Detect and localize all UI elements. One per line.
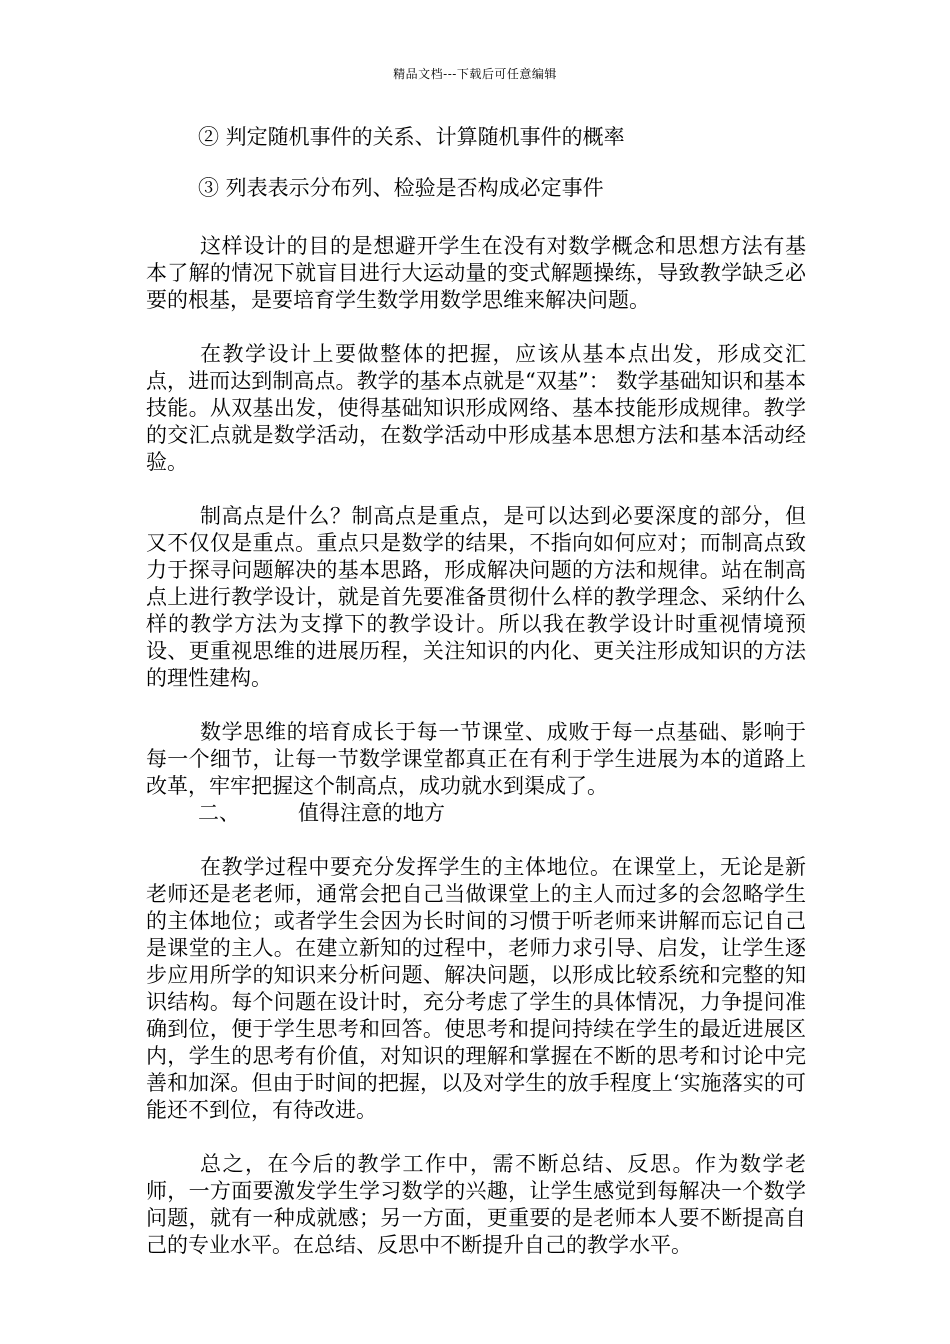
section-number: 二、 [198,801,240,825]
paragraph-commanding-point: 制高点是什么？制高点是重点，是可以达到必要深度的部分，但又不仅仅是重点。重点只是数学的结果，不指向如何应对；而制高点致力于探寻问题解决的基本思路，形成解决问题的方法和规律。站在制高点上进行教学设计，就是首先要准备贯彻什么样的教学理念、采纳什么样的教学方法为支撑下的教学设计。所以我在教学设计时重视情境预设、更重视思维的进展历程，关注知识的内化、更关注形成知识的方法的理性建构。 [146,504,806,690]
page-header: 精品文档---下载后可任意编辑 [393,67,557,81]
paragraph-math-thinking: 数学思维的培育成长于每一节课堂、成败于每一点基础、影响于每一个细节，让每一节数学课堂都真正在有利于学生进展为本的道路上改革，牢牢把握这个制高点，成功就水到渠成了。 [146,720,806,798]
paragraph-summary: 总之，在今后的教学工作中，需不断总结、反思。作为数学老师，一方面要激发学生学习数学的兴趣，让学生感觉到每解决一个数学问题，就有一种成就感；另一方面，更重要的是老师本人要不断提高自己的专业水平。在总结、反思中不断提升自己的教学水平。 [146,1152,806,1257]
section-title: 值得注意的地方 [298,801,445,825]
list-item: ③ 列表表示分布列、检验是否构成必定事件 [198,176,604,200]
section-heading [146,800,806,827]
paragraph-design-purpose: 这样设计的目的是想避开学生在没有对数学概念和思想方法有基本了解的情况下就盲目进行大运动量的变式解题操练，导致教学缺乏必要的根基，是要培育学生数学用数学思维来解决问题。 [146,234,806,312]
document-body [146,124,806,1259]
list-item: ② 判定随机事件的关系、计算随机事件的概率 [198,125,625,149]
paragraph-overall-design: 在教学设计上要做整体的把握，应该从基本点出发，形成交汇点，进而达到制高点。教学的基本点就是“双基”： 数学基础知识和基本技能。从双基出发，使得基础知识形成网络、基本技能形成规律。教学的交汇点就是数学活动，在数学活动中形成基本思想方法和基本活动经验。 [146,342,806,474]
paragraph-student-subject: 在教学过程中要充分发挥学生的主体地位。在课堂上，无论是新老师还是老老师，通常会把自己当做课堂上的主人而过多的会忽略学生的主体地位；或者学生会因为长时间的习惯于听老师来讲解而忘记自己是课堂的主人。在建立新知的过程中，老师力求引导、启发，让学生逐步应用所学的知识来分析问题、解决问题，以形成比较系统和完整的知识结构。每个问题在设计时，充分考虑了学生的具体情况，力争提问准确到位，便于学生思考和回答。使思考和提问持续在学生的最近进展区内，学生的思考有价值，对知识的理解和掌握在不断的思考和讨论中完善和加深。但由于时间的把握，以及对学生的放手程度上‘实施落实的可能还不到位，有待改进。 [146,855,806,1122]
